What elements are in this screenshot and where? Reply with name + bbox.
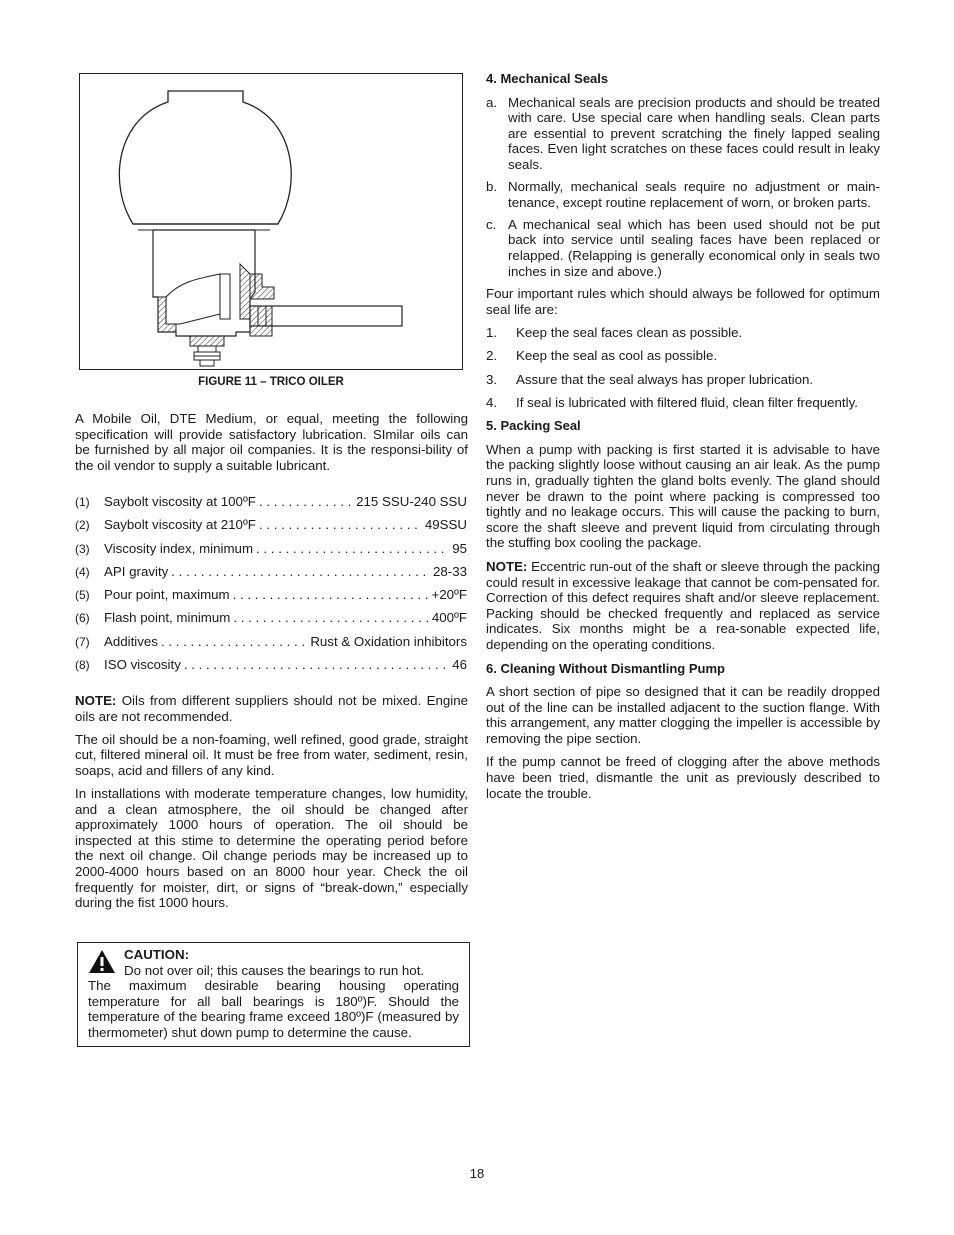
- note-label: NOTE:: [486, 558, 528, 574]
- lubricant-intro: [75, 411, 468, 473]
- cleaning-paragraph-1: A short section of pipe so designed that it can be readily dropped out of the line can be installed adjacent to the suction flange. With this arrangement, any matter clogging the impeller is accessible by removing the pipe section.: [486, 684, 880, 746]
- list-text: Keep the seal as cool as possible.: [516, 348, 718, 364]
- list-text: If seal is lubricated with filtered fluid, clean filter frequently.: [516, 394, 858, 410]
- list-text: Assure that the seal always has proper lubrication.: [516, 371, 814, 387]
- seal-rules-intro: Four important rules which should always be followed for optimum seal life are:: [486, 286, 880, 317]
- spec-value: +20ºF: [431, 587, 467, 603]
- spec-label: Flash point, minimum: [104, 610, 231, 626]
- spec-label: ISO viscosity: [104, 657, 181, 673]
- list-item: [486, 348, 880, 364]
- dot-leader: [233, 587, 429, 602]
- list-text: Normally, mechanical seals require no adjustment or main-tenance, except routine replacement of worn, or broken parts.: [508, 179, 880, 210]
- spec-row: [75, 587, 467, 610]
- dot-leader: [161, 634, 307, 649]
- list-item: [486, 395, 880, 411]
- list-item: [486, 372, 880, 388]
- spec-number: (3): [75, 541, 90, 556]
- list-item: [486, 179, 880, 210]
- section-heading-cleaning: 6. Cleaning Without Dismantling Pump: [486, 660, 725, 676]
- note-text: Oils from different suppliers should not be mixed. Engine oils are not recommended.: [75, 693, 468, 724]
- list-text: A mechanical seal which has been used should not be put back into service until sealing faces have been replaced or relapped. (Relapping is generally economical only in seals two inches in size and above.): [508, 216, 880, 279]
- lubricant-intro-text: A Mobile Oil, DTE Medium, or equal, meeting the following specification will provide satisfactory lubrication. SImilar oils can be furnished by all major oil companies. It is the responsi-bility of the oil vendor to supply a suitable lubricant.: [75, 411, 468, 473]
- spec-row: [75, 494, 467, 517]
- note-text: Eccentric run-out of the shaft or sleeve through the packing could result in excessive leakage that cannot be com-pensated for. Correction of this defect requires shaft and/or sleeve replacement. Packing should be checked frequently and replaced as service indicates. Six months might be a rea-sonable expected life, depending on the operating conditions.: [486, 558, 880, 652]
- dot-leader: [233, 610, 428, 625]
- spec-row: [75, 657, 467, 680]
- spec-value: 95: [452, 540, 467, 556]
- spec-label: API gravity: [104, 563, 169, 579]
- list-marker: 2.: [486, 348, 498, 364]
- spec-label: Additives: [104, 633, 158, 649]
- spec-row: [75, 634, 467, 657]
- list-marker: 3.: [486, 371, 498, 387]
- page-number: 18: [469, 1166, 485, 1181]
- packing-note: [486, 559, 880, 653]
- packing-paragraph: When a pump with packing is first started it is advisable to have the packing slightly loose without causing an air leak. As the pump runs in, gradually tighten the gland bolts evenly. The gland should never be drawn to the point where packing is compressed too tightly and no leakage occurs. This will cause the packing to burn, score the shaft sleeve and prevent liquid from circulating through the stuffing box cooling the package.: [486, 441, 880, 551]
- spec-label: Saybolt viscosity at 210ºF: [104, 517, 256, 533]
- list-marker: c.: [486, 216, 497, 232]
- dot-leader: [256, 541, 449, 556]
- list-text: Mechanical seals are precision products and should be treated with care. Use special care when handling seals. Clean parts are essential to prevent scratching the finely lapped sealing faces. Even light scratches on these faces could result in leaky seals.: [508, 94, 880, 172]
- caution-text: The maximum desirable bearing housing operating temperature for all ball bearings is 180º)F. Should the temperature of the bearing frame exceed 180º)F (measured by thermometer) shut down pump to determine the cause.: [88, 978, 459, 1040]
- list-item: [486, 325, 880, 341]
- cleaning-paragraph-2: If the pump cannot be freed of clogging after the above methods have been tried, dismantle the unit as previously described to locate the trouble.: [486, 754, 880, 801]
- section-heading-mechanical-seals: 4. Mechanical Seals: [486, 71, 609, 86]
- oil-note: [75, 693, 468, 724]
- trico-oiler-figure: [79, 73, 463, 370]
- oil-notes: [75, 693, 468, 911]
- spec-value: 400ºF: [431, 610, 467, 626]
- spec-number: (4): [75, 564, 90, 579]
- dot-leader: [259, 517, 422, 532]
- spec-row: [75, 517, 467, 540]
- spec-number: (7): [75, 634, 90, 649]
- oil-change-paragraph: In installations with moderate temperature changes, low humidity, and a clean atmosphere, the oil should be changed after approximately 1000 hours of operation. The oil should be inspected at this stime to determine the operating period before the next oil change. Oil change periods may be increased up to 2000-4000 hours based on an 8000 hour year. Check the oil frequently for moister, dirt, or signs of “break-down,” especially during the fist 1000 hours.: [75, 785, 468, 911]
- spec-row: [75, 564, 467, 587]
- caution-title: CAUTION:: [124, 947, 189, 962]
- note-label: NOTE:: [75, 693, 117, 708]
- right-column: [486, 71, 880, 801]
- oil-quality-paragraph: The oil should be a non-foaming, well refined, good grade, straight cut, filtered mineral oil. It must be free from water, sediment, resin, soaps, acid and fillers of any kind.: [75, 731, 468, 778]
- dot-leader: [259, 494, 353, 509]
- spec-number: (1): [75, 495, 90, 509]
- spec-number: (8): [75, 658, 90, 673]
- list-text: Keep the seal faces clean as possible.: [516, 325, 743, 341]
- warning-triangle-icon: [88, 949, 116, 974]
- list-item: [486, 95, 880, 173]
- trico-oiler-drawing: [80, 74, 464, 371]
- spec-label: Saybolt viscosity at 100ºF: [104, 494, 256, 509]
- caution-box: [77, 942, 470, 1047]
- spec-value: Rust & Oxidation inhibitors: [310, 633, 467, 649]
- spec-value: 46: [452, 657, 467, 673]
- spec-label: Viscosity index, minimum: [104, 540, 254, 556]
- list-marker: 4.: [486, 394, 498, 410]
- spec-label: Pour point, maximum: [104, 587, 230, 603]
- spec-value: 28-33: [432, 563, 467, 579]
- list-marker: a.: [486, 94, 498, 110]
- spec-row: [75, 610, 467, 633]
- list-marker: 1.: [486, 325, 498, 341]
- list-marker: b.: [486, 179, 498, 195]
- spec-value: 49SSU: [424, 517, 467, 533]
- section-heading-packing-seal: 5. Packing Seal: [486, 418, 581, 434]
- spec-number: (5): [75, 588, 90, 603]
- spec-number: (6): [75, 611, 90, 626]
- figure-caption: FIGURE 11 – TRICO OILER: [198, 376, 344, 388]
- oil-spec-list: [75, 494, 467, 680]
- spec-value: 215 SSU-240 SSU: [356, 494, 467, 509]
- spec-number: (2): [75, 518, 90, 533]
- list-item: [486, 217, 880, 279]
- dot-leader: [184, 657, 449, 672]
- caution-first-line: Do not over oil; this causes the bearings to run hot.: [124, 962, 425, 978]
- spec-row: [75, 541, 467, 564]
- dot-leader: [171, 564, 430, 579]
